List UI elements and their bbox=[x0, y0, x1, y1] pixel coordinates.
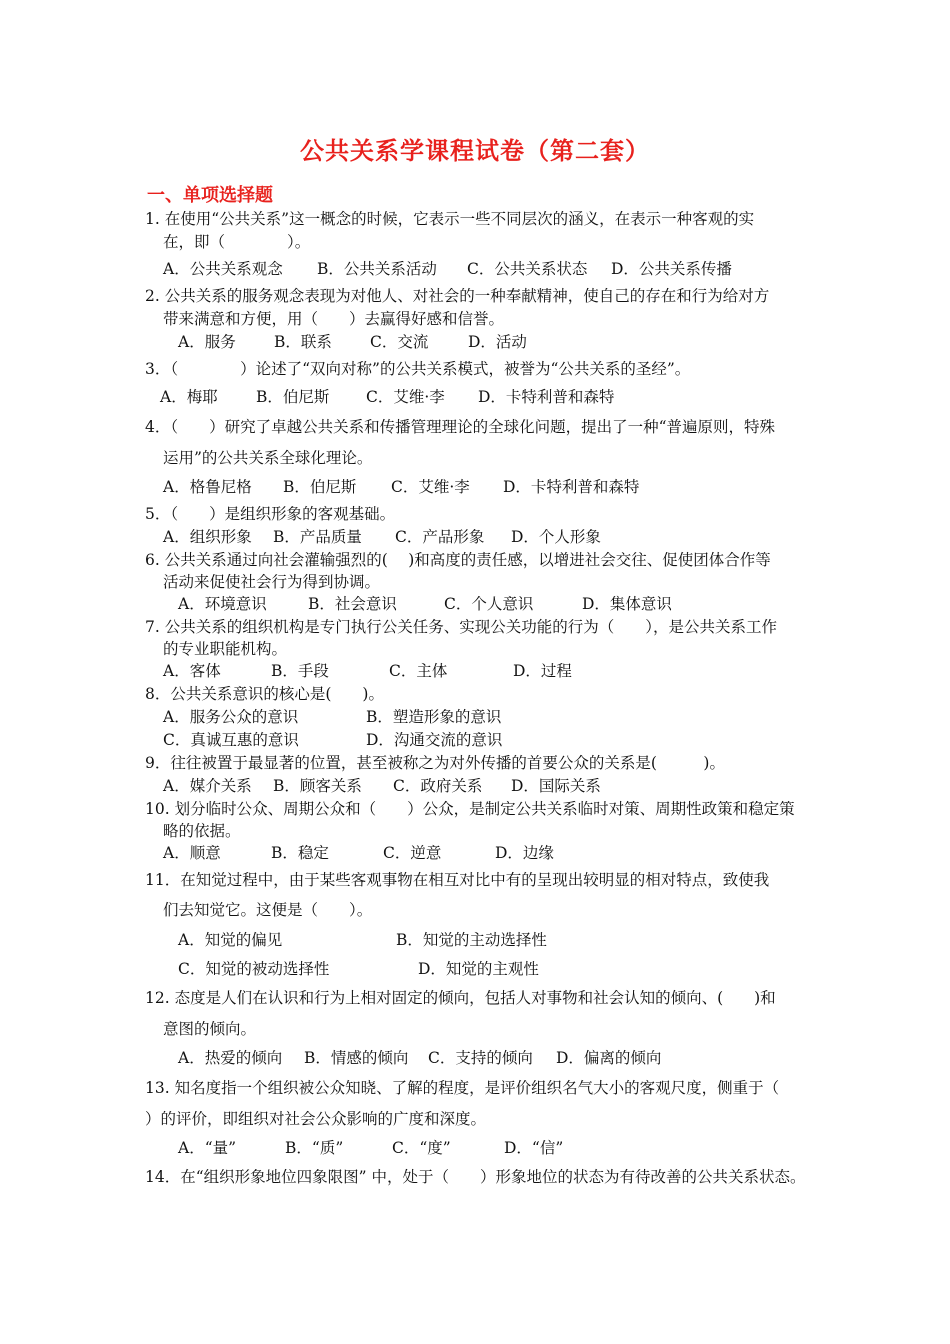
option-c: C．产品形象 bbox=[395, 528, 485, 546]
question-2-options bbox=[178, 332, 527, 352]
question-3-options bbox=[160, 387, 614, 407]
question-8-line-1: 8．公共关系意识的核心是( )。 bbox=[145, 685, 384, 703]
question-3-line-1: 3．（ ）论述了“双向对称”的公共关系模式，被誉为“公共关系的圣经”。 bbox=[145, 360, 691, 378]
option-d: D．偏离的倾向 bbox=[556, 1049, 662, 1067]
option-c: C．交流 bbox=[370, 333, 429, 351]
option-a: A．“量” bbox=[178, 1139, 237, 1157]
question-12-line-2: 意图的倾向。 bbox=[163, 1020, 257, 1038]
question-11-options-row-2 bbox=[178, 959, 539, 979]
option-b: B．情感的倾向 bbox=[304, 1049, 409, 1067]
option-c: C．艾维·李 bbox=[366, 388, 445, 406]
option-d: D．活动 bbox=[468, 333, 527, 351]
option-a: A．组织形象 bbox=[163, 528, 252, 546]
option-c: C．支持的倾向 bbox=[428, 1049, 533, 1067]
option-b: B．“质” bbox=[285, 1139, 344, 1157]
option-a: A．媒介关系 bbox=[163, 777, 252, 795]
question-1-options bbox=[163, 259, 732, 279]
option-a: A．环境意识 bbox=[178, 595, 267, 613]
option-c: C．个人意识 bbox=[444, 595, 534, 613]
section-heading: 一、单项选择题 bbox=[147, 185, 273, 206]
question-7-line-2: 的专业职能机构。 bbox=[163, 640, 288, 658]
option-b: B．顾客关系 bbox=[273, 777, 362, 795]
option-d: D．集体意识 bbox=[582, 595, 672, 613]
question-11-line-1: 11．在知觉过程中，由于某些客观事物在相互对比中有的呈现出较明显的相对特点，致使我 bbox=[145, 871, 770, 889]
option-b: B．知觉的主动选择性 bbox=[396, 931, 547, 949]
option-a: A．服务 bbox=[178, 333, 236, 351]
option-d: D．卡特利普和森特 bbox=[478, 388, 615, 406]
option-a: A．格鲁尼格 bbox=[163, 478, 252, 496]
option-b: B．塑造形象的意识 bbox=[366, 708, 502, 726]
page-title: 公共关系学课程试卷（第二套） bbox=[300, 136, 650, 165]
option-b: B．公共关系活动 bbox=[317, 260, 437, 278]
question-12-line-1: 12. 态度是人们在认识和行为上相对固定的倾向，包括人对事物和社会认知的倾向、( )和 bbox=[145, 989, 776, 1007]
question-7-line-1: 7. 公共关系的组织机构是专门执行公关任务、实现公关功能的行为（ ），是公共关系工作 bbox=[145, 618, 777, 636]
option-d: D．过程 bbox=[513, 662, 572, 680]
option-c: C．主体 bbox=[389, 662, 448, 680]
option-d: D．个人形象 bbox=[511, 528, 601, 546]
question-6-options bbox=[178, 594, 672, 614]
option-b: B．稳定 bbox=[271, 844, 329, 862]
question-1-line-1: 1. 在使用“公共关系”这一概念的时候，它表示一些不同层次的涵义，在表示一种客观的实 bbox=[145, 210, 755, 228]
question-10-line-2: 略的依据。 bbox=[163, 822, 241, 840]
option-c: C．逆意 bbox=[383, 844, 442, 862]
question-9-options bbox=[163, 776, 601, 796]
question-5-line-1: 5．（ ）是组织形象的客观基础。 bbox=[145, 505, 396, 523]
question-2-line-2: 带来满意和方便，用（ ）去赢得好感和信誉。 bbox=[163, 310, 505, 328]
option-d: D．知觉的主观性 bbox=[418, 960, 539, 978]
question-13-options bbox=[178, 1138, 563, 1158]
question-7-options bbox=[163, 661, 572, 681]
option-b: B．手段 bbox=[271, 662, 329, 680]
question-13-line-1: 13. 知名度指一个组织被公众知晓、了解的程度，是评价组织名气大小的客观尺度，侧重于（ bbox=[145, 1079, 780, 1097]
question-11-options-row-1 bbox=[178, 930, 547, 950]
question-14-line-1: 14．在“组织形象地位四象限图” 中，处于（ ）形象地位的状态为有待改善的公共关系状态。 bbox=[145, 1168, 806, 1186]
option-b: B．联系 bbox=[274, 333, 332, 351]
question-1-line-2: 在，即（ ）。 bbox=[163, 233, 311, 251]
option-d: D．卡特利普和森特 bbox=[503, 478, 640, 496]
question-10-line-1: 10. 划分临时公众、周期公众和（ ）公众，是制定公共关系临时对策、周期性政策和稳定策 bbox=[145, 800, 795, 818]
question-4-line-1: 4．（ ）研究了卓越公共关系和传播管理理论的全球化问题，提出了一种“普遍原则，特殊 bbox=[145, 418, 776, 436]
question-12-options bbox=[178, 1048, 661, 1068]
question-4-line-2: 运用”的公共关系全球化理论。 bbox=[163, 449, 373, 467]
option-c: C．政府关系 bbox=[393, 777, 483, 795]
question-6-line-2: 活动来促使社会行为得到协调。 bbox=[163, 573, 381, 591]
option-c: C．“度” bbox=[392, 1139, 451, 1157]
option-d: D．边缘 bbox=[495, 844, 554, 862]
option-a: A．梅耶 bbox=[160, 388, 218, 406]
option-a: A．服务公众的意识 bbox=[163, 708, 299, 726]
option-d: D．公共关系传播 bbox=[611, 260, 732, 278]
option-c: C．知觉的被动选择性 bbox=[178, 960, 330, 978]
option-a: A．客体 bbox=[163, 662, 221, 680]
question-4-options bbox=[163, 477, 639, 497]
question-11-line-2: 们去知觉它。这便是（ ）。 bbox=[163, 901, 373, 919]
question-8-options-row-2 bbox=[163, 730, 502, 750]
option-c: C．真诚互惠的意识 bbox=[163, 731, 299, 749]
option-a: A．公共关系观念 bbox=[163, 260, 283, 278]
option-b: B．产品质量 bbox=[273, 528, 362, 546]
option-a: A．知觉的偏见 bbox=[178, 931, 283, 949]
question-9-line-1: 9．往往被置于最显著的位置，甚至被称之为对外传播的首要公众的关系是( )。 bbox=[145, 754, 725, 772]
question-5-options bbox=[163, 527, 601, 547]
option-c: C．艾维·李 bbox=[391, 478, 470, 496]
option-a: A．顺意 bbox=[163, 844, 221, 862]
option-b: B．社会意识 bbox=[308, 595, 397, 613]
question-2-line-1: 2. 公共关系的服务观念表现为对他人、对社会的一种奉献精神，使自己的存在和行为给对方 bbox=[145, 287, 770, 305]
question-6-line-1: 6. 公共关系通过向社会灌输强烈的( )和高度的责任感，以增进社会交往、促使团体合作等 bbox=[145, 551, 771, 569]
option-d: D．“信” bbox=[504, 1139, 564, 1157]
question-10-options bbox=[163, 843, 554, 863]
option-c: C．公共关系状态 bbox=[467, 260, 588, 278]
option-d: D．沟通交流的意识 bbox=[366, 731, 503, 749]
option-b: B．伯尼斯 bbox=[283, 478, 357, 496]
question-13-line-2: ）的评价，即组织对社会公众影响的广度和深度。 bbox=[145, 1110, 487, 1128]
question-8-options-row-1 bbox=[163, 707, 501, 727]
option-b: B．伯尼斯 bbox=[256, 388, 330, 406]
option-d: D．国际关系 bbox=[511, 777, 601, 795]
option-a: A．热爱的倾向 bbox=[178, 1049, 283, 1067]
